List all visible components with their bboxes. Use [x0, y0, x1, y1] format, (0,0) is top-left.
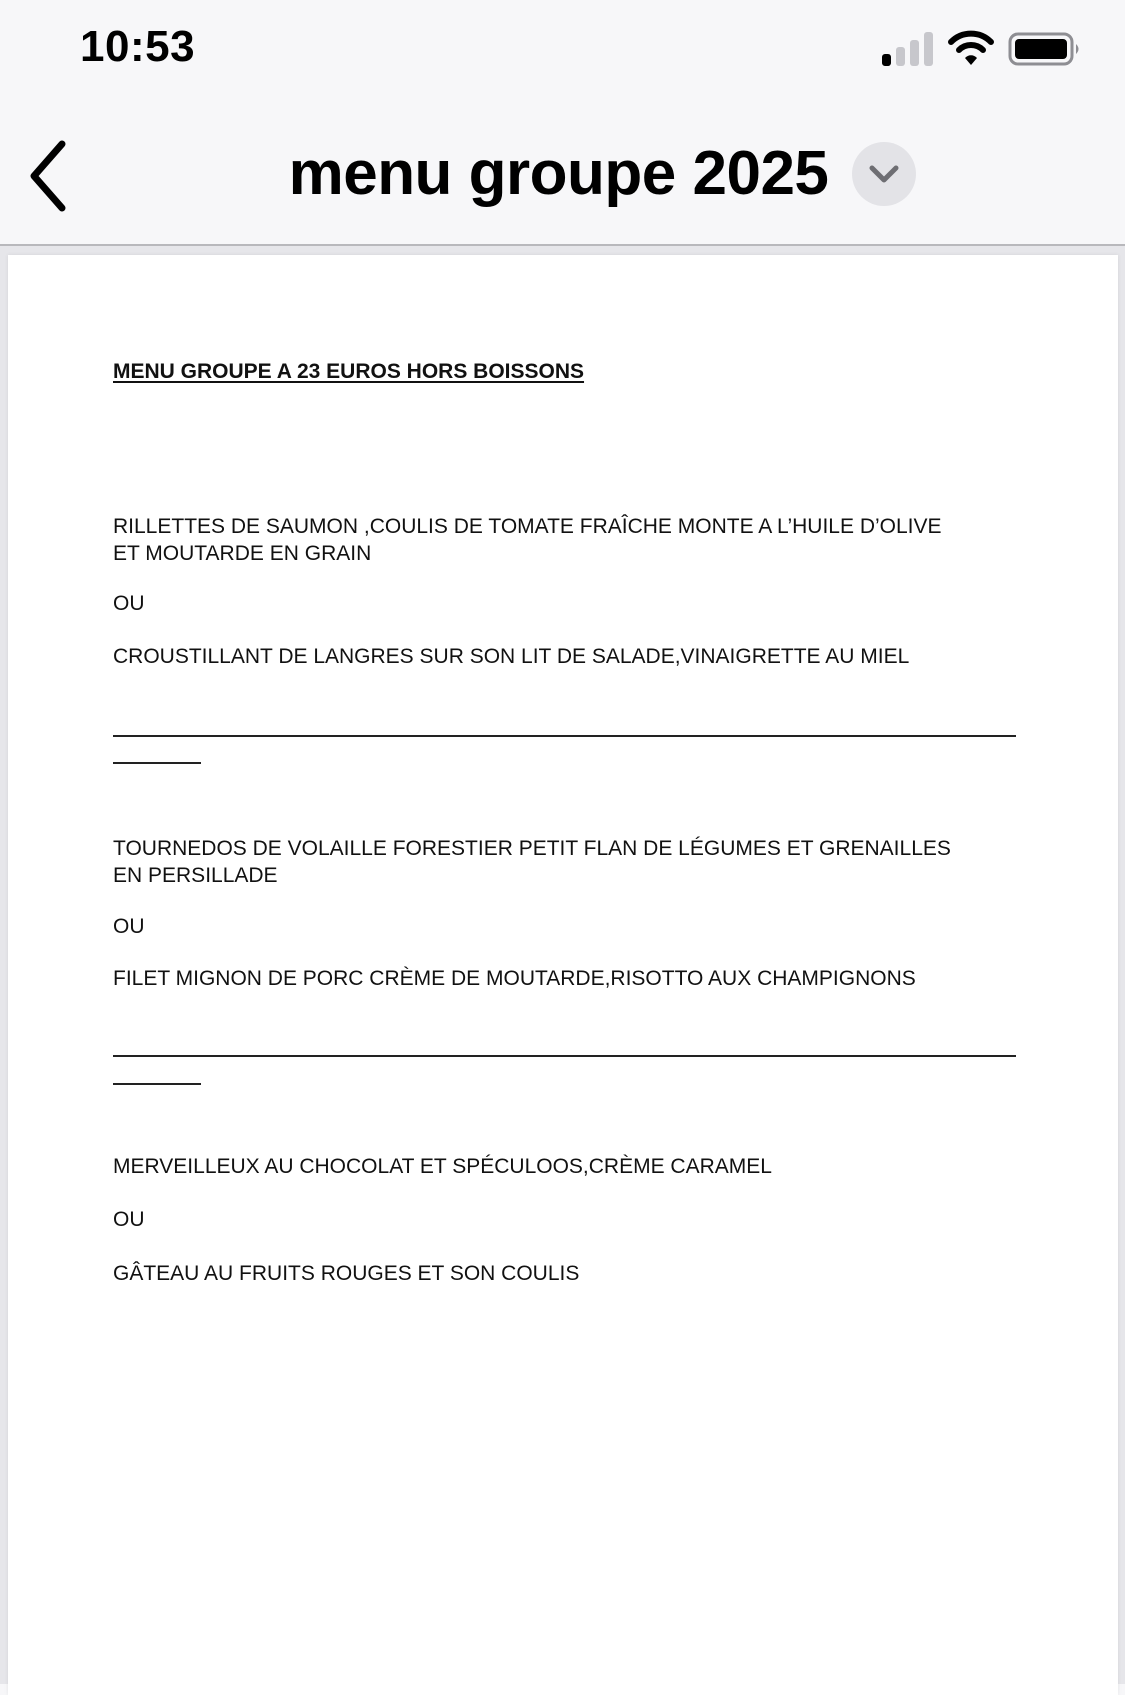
status-bar — [0, 0, 1125, 100]
main-option-b: FILET MIGNON DE PORC CRÈME DE MOUTARDE,RISOTTO AUX CHAMPIGNONS — [113, 967, 916, 990]
cellular-signal-icon — [882, 32, 934, 66]
status-time: 10:53 — [80, 22, 196, 71]
section-divider-short — [113, 762, 201, 764]
title-dropdown-button[interactable] — [852, 142, 916, 206]
chevron-down-icon — [866, 162, 902, 186]
starter-or-separator: OU — [113, 592, 145, 615]
section-divider-long — [113, 1055, 1016, 1057]
main-option-a-line-1: TOURNEDOS DE VOLAILLE FORESTIER PETIT FLAN DE LÉGUMES ET GRENAILLES — [113, 837, 951, 860]
title-group — [0, 138, 1125, 209]
section-divider-short — [113, 1083, 201, 1085]
dessert-or-separator: OU — [113, 1208, 145, 1231]
document-page[interactable] — [8, 255, 1118, 1695]
main-option-a-line-2: EN PERSILLADE — [113, 864, 278, 887]
dessert-option-b: GÂTEAU AU FRUITS ROUGES ET SON COULIS — [113, 1262, 580, 1285]
document-title: menu groupe 2025 — [288, 139, 829, 208]
starter-option-a-line-2: ET MOUTARDE EN GRAIN — [113, 542, 372, 565]
navigation-bar — [0, 100, 1125, 244]
main-or-separator: OU — [113, 915, 145, 938]
battery-icon — [1008, 32, 1082, 66]
wifi-icon — [948, 30, 994, 66]
dessert-option-a: MERVEILLEUX AU CHOCOLAT ET SPÉCULOOS,CRÈME CARAMEL — [113, 1155, 772, 1178]
starter-option-b: CROUSTILLANT DE LANGRES SUR SON LIT DE SALADE,VINAIGRETTE AU MIEL — [113, 645, 910, 668]
menu-heading: MENU GROUPE A 23 EUROS HORS BOISSONS — [113, 360, 585, 383]
starter-option-a-line-1: RILLETTES DE SAUMON ,COULIS DE TOMATE FRAÎCHE MONTE A L’HUILE D’OLIVE — [113, 515, 942, 538]
section-divider-long — [113, 735, 1016, 737]
